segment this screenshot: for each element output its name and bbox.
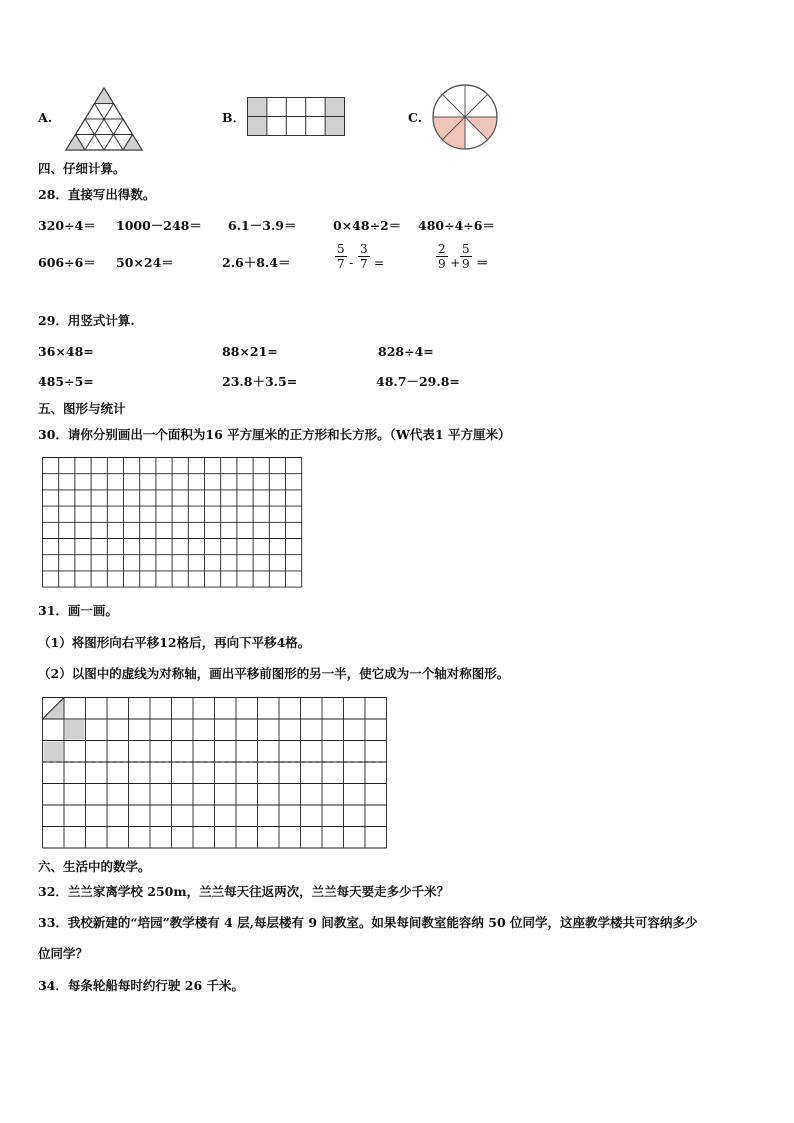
q30-drawing-grid[interactable] [42, 457, 304, 589]
q32-text: 32．兰兰家离学校 250m，兰兰每天往返两次，兰兰每天要走多少千米？ [38, 884, 450, 899]
fraction: $\frac{5}{7}$ [337, 242, 345, 271]
q28-item: 480÷4÷6＝ [418, 218, 495, 233]
q34-text: 34．每条轮船每时约行驶 26 千米。 [38, 978, 244, 993]
option-c-label: C. [408, 110, 423, 125]
section-5-heading: 五、图形与统计 [38, 401, 126, 416]
option-a-label: A. [38, 110, 53, 125]
section-4-heading: 四、仔细计算。 [38, 161, 126, 176]
q31-drawing-grid[interactable] [42, 697, 388, 849]
q29-item: 485÷5= [38, 374, 94, 389]
q29-item: 828÷4= [378, 344, 434, 359]
q28-item: 320÷4＝ [38, 218, 96, 233]
q30-title: 30．请你分别画出一个面积为16 平方厘米的正方形和长方形。（W代表1 平方厘米） [38, 427, 511, 442]
q28-item: 50×24＝ [116, 255, 174, 270]
q31-sub2: （2）以图中的虚线为对称轴，画出平移前图形的另一半，使它成为一个轴对称图形。 [38, 666, 510, 681]
q28-item: 2.6＋8.4＝ [222, 255, 291, 270]
q31-title: 31．画一画。 [38, 603, 118, 618]
equals-sign: = [374, 255, 385, 270]
q33-text: 33．我校新建的“培园”教学楼有 4 层,每层楼有 9 间教室。如果每间教室能容纳 50 位同学，这座教学楼共可容纳多少 [38, 915, 698, 930]
q29-item: 36×48= [38, 344, 94, 359]
fraction: $\frac{3}{7}$ [360, 242, 368, 271]
triangle-figure [64, 86, 144, 152]
fraction: $\frac{5}{9}$ [462, 242, 470, 271]
fraction: $\frac{2}{9}$ [438, 242, 446, 271]
q29-item: 23.8＋3.5= [222, 374, 298, 389]
q28-item: 1000－248＝ [116, 218, 202, 233]
equals-sign: ＝ [476, 255, 489, 270]
section-6-heading: 六、生活中的数学。 [38, 859, 151, 874]
q29-title: 29．用竖式计算. [38, 313, 135, 328]
q28-item: 0×48÷2＝ [333, 218, 402, 233]
q33-text-continued: 位同学？ [38, 946, 89, 961]
q31-sub1: （1）将图形向右平移12格后，再向下平移4格。 [38, 635, 311, 650]
q28-title: 28．直接写出得数。 [38, 187, 156, 202]
q28-item: 6.1－3.9＝ [228, 218, 297, 233]
q29-item: 88×21= [222, 344, 278, 359]
minus-sign: - [349, 255, 354, 270]
q29-item: 48.7－29.8= [376, 374, 460, 389]
plus-sign: + [450, 255, 461, 270]
q28-item: 606÷6＝ [38, 255, 96, 270]
option-b-label: B． [222, 110, 246, 125]
rectangle-figure [247, 97, 345, 137]
pie-figure [432, 84, 498, 150]
